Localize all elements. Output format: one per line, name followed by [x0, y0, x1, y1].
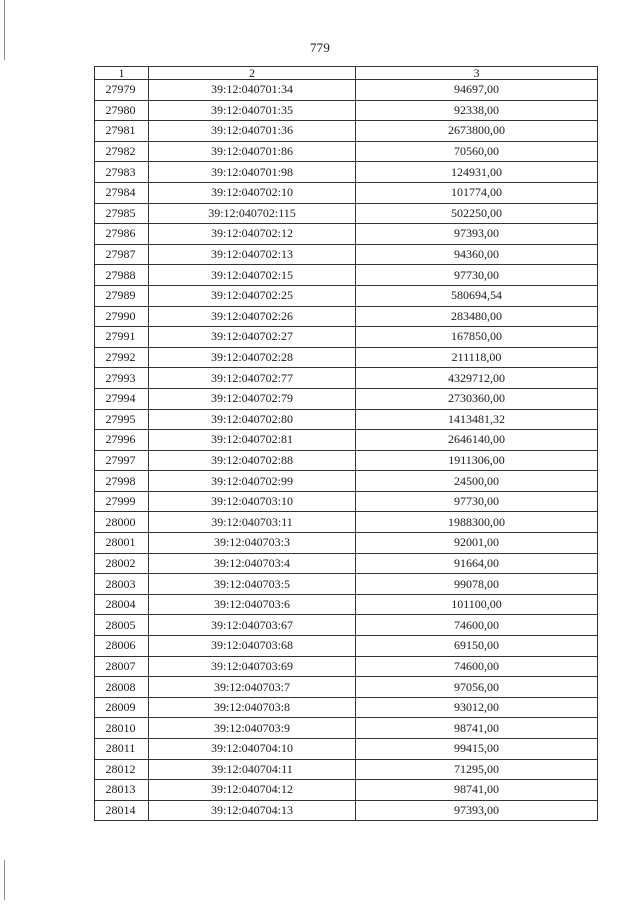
cadastral-number-cell: 39:12:040704:13 [149, 800, 356, 821]
table-row [95, 491, 598, 512]
table-row [95, 327, 598, 348]
row-number-cell: 27993 [95, 368, 149, 389]
row-number-cell: 27987 [95, 244, 149, 265]
row-number-cell: 27990 [95, 306, 149, 327]
cadastral-number-cell: 39:12:040703:3 [149, 533, 356, 554]
cadastral-number-cell: 39:12:040703:7 [149, 677, 356, 698]
cadastral-number-cell: 39:12:040702:115 [149, 203, 356, 224]
table-row [95, 141, 598, 162]
row-number-cell: 28005 [95, 615, 149, 636]
value-cell: 1988300,00 [356, 512, 598, 533]
value-cell: 93012,00 [356, 697, 598, 718]
data-table [94, 66, 598, 821]
table-row [95, 450, 598, 471]
cadastral-number-cell: 39:12:040702:79 [149, 388, 356, 409]
value-cell: 101774,00 [356, 182, 598, 203]
row-number-cell: 28013 [95, 780, 149, 801]
cadastral-number-cell: 39:12:040703:69 [149, 656, 356, 677]
value-cell: 283480,00 [356, 306, 598, 327]
table-row [95, 430, 598, 451]
table-header [95, 67, 598, 80]
table-row [95, 306, 598, 327]
table-row [95, 718, 598, 739]
row-number-cell: 28006 [95, 636, 149, 657]
value-cell: 97393,00 [356, 224, 598, 245]
table-row [95, 388, 598, 409]
cadastral-number-cell: 39:12:040703:8 [149, 697, 356, 718]
cadastral-number-cell: 39:12:040703:4 [149, 553, 356, 574]
value-cell: 97056,00 [356, 677, 598, 698]
cadastral-number-cell: 39:12:040703:6 [149, 594, 356, 615]
value-cell: 92001,00 [356, 533, 598, 554]
column-header-3: 3 [356, 67, 598, 80]
row-number-cell: 28004 [95, 594, 149, 615]
table-row [95, 121, 598, 142]
row-number-cell: 27992 [95, 347, 149, 368]
scan-margin-mark [4, 860, 5, 900]
table-row [95, 800, 598, 821]
value-cell: 124931,00 [356, 162, 598, 183]
cadastral-number-cell: 39:12:040703:68 [149, 636, 356, 657]
value-cell: 70560,00 [356, 141, 598, 162]
row-number-cell: 28009 [95, 697, 149, 718]
cadastral-number-cell: 39:12:040701:35 [149, 100, 356, 121]
value-cell: 91664,00 [356, 553, 598, 574]
row-number-cell: 28007 [95, 656, 149, 677]
row-number-cell: 28008 [95, 677, 149, 698]
header-row [95, 67, 598, 80]
row-number-cell: 27986 [95, 224, 149, 245]
value-cell: 97393,00 [356, 800, 598, 821]
table-row [95, 285, 598, 306]
cadastral-number-cell: 39:12:040702:13 [149, 244, 356, 265]
value-cell: 92338,00 [356, 100, 598, 121]
row-number-cell: 27980 [95, 100, 149, 121]
cadastral-number-cell: 39:12:040702:10 [149, 182, 356, 203]
row-number-cell: 27999 [95, 491, 149, 512]
value-cell: 1413481,32 [356, 409, 598, 430]
row-number-cell: 28014 [95, 800, 149, 821]
cadastral-number-cell: 39:12:040702:80 [149, 409, 356, 430]
value-cell: 98741,00 [356, 780, 598, 801]
cadastral-number-cell: 39:12:040701:34 [149, 80, 356, 101]
value-cell: 211118,00 [356, 347, 598, 368]
table-row [95, 224, 598, 245]
value-cell: 97730,00 [356, 265, 598, 286]
table-row [95, 409, 598, 430]
value-cell: 502250,00 [356, 203, 598, 224]
table-row [95, 244, 598, 265]
table-row [95, 368, 598, 389]
table-row [95, 347, 598, 368]
cadastral-number-cell: 39:12:040702:77 [149, 368, 356, 389]
table-row [95, 739, 598, 760]
row-number-cell: 27979 [95, 80, 149, 101]
row-number-cell: 28003 [95, 574, 149, 595]
cadastral-number-cell: 39:12:040702:81 [149, 430, 356, 451]
cadastral-number-cell: 39:12:040703:10 [149, 491, 356, 512]
cadastral-number-cell: 39:12:040702:12 [149, 224, 356, 245]
row-number-cell: 27994 [95, 388, 149, 409]
table-row [95, 677, 598, 698]
table-row [95, 80, 598, 101]
table-row [95, 471, 598, 492]
table-row [95, 533, 598, 554]
value-cell: 74600,00 [356, 656, 598, 677]
table-body [95, 80, 598, 821]
row-number-cell: 27997 [95, 450, 149, 471]
row-number-cell: 28002 [95, 553, 149, 574]
cadastral-number-cell: 39:12:040704:10 [149, 739, 356, 760]
cadastral-number-cell: 39:12:040702:99 [149, 471, 356, 492]
table-row [95, 574, 598, 595]
table-row [95, 780, 598, 801]
value-cell: 94360,00 [356, 244, 598, 265]
cadastral-number-cell: 39:12:040702:15 [149, 265, 356, 286]
value-cell: 1911306,00 [356, 450, 598, 471]
cadastral-number-cell: 39:12:040703:9 [149, 718, 356, 739]
row-number-cell: 27995 [95, 409, 149, 430]
table-row [95, 203, 598, 224]
value-cell: 99415,00 [356, 739, 598, 760]
table-row [95, 265, 598, 286]
table-row [95, 759, 598, 780]
value-cell: 4329712,00 [356, 368, 598, 389]
row-number-cell: 27996 [95, 430, 149, 451]
row-number-cell: 28010 [95, 718, 149, 739]
cadastral-number-cell: 39:12:040704:11 [149, 759, 356, 780]
cadastral-number-cell: 39:12:040701:98 [149, 162, 356, 183]
cadastral-number-cell: 39:12:040703:67 [149, 615, 356, 636]
table-row [95, 594, 598, 615]
cadastral-number-cell: 39:12:040701:86 [149, 141, 356, 162]
row-number-cell: 27981 [95, 121, 149, 142]
row-number-cell: 27983 [95, 162, 149, 183]
value-cell: 101100,00 [356, 594, 598, 615]
table-row [95, 182, 598, 203]
cadastral-number-cell: 39:12:040702:27 [149, 327, 356, 348]
scan-margin-mark [4, 0, 5, 60]
cadastral-number-cell: 39:12:040703:5 [149, 574, 356, 595]
column-header-2: 2 [149, 67, 356, 80]
value-cell: 2673800,00 [356, 121, 598, 142]
value-cell: 94697,00 [356, 80, 598, 101]
cadastral-number-cell: 39:12:040704:12 [149, 780, 356, 801]
row-number-cell: 27989 [95, 285, 149, 306]
table-row [95, 656, 598, 677]
cadastral-number-cell: 39:12:040701:36 [149, 121, 356, 142]
value-cell: 69150,00 [356, 636, 598, 657]
value-cell: 74600,00 [356, 615, 598, 636]
value-cell: 2646140,00 [356, 430, 598, 451]
table-row [95, 636, 598, 657]
page-number: 779 [309, 40, 331, 55]
cadastral-number-cell: 39:12:040702:88 [149, 450, 356, 471]
table-row [95, 615, 598, 636]
value-cell: 24500,00 [356, 471, 598, 492]
table-row [95, 553, 598, 574]
cadastral-number-cell: 39:12:040703:11 [149, 512, 356, 533]
cadastral-number-cell: 39:12:040702:26 [149, 306, 356, 327]
value-cell: 98741,00 [356, 718, 598, 739]
row-number-cell: 27988 [95, 265, 149, 286]
table-row [95, 162, 598, 183]
row-number-cell: 28001 [95, 533, 149, 554]
cadastral-number-cell: 39:12:040702:25 [149, 285, 356, 306]
row-number-cell: 28000 [95, 512, 149, 533]
row-number-cell: 27984 [95, 182, 149, 203]
table-row [95, 697, 598, 718]
value-cell: 167850,00 [356, 327, 598, 348]
row-number-cell: 27991 [95, 327, 149, 348]
value-cell: 71295,00 [356, 759, 598, 780]
cadastral-number-cell: 39:12:040702:28 [149, 347, 356, 368]
value-cell: 99078,00 [356, 574, 598, 595]
value-cell: 97730,00 [356, 491, 598, 512]
value-cell: 580694,54 [356, 285, 598, 306]
row-number-cell: 27985 [95, 203, 149, 224]
row-number-cell: 28011 [95, 739, 149, 760]
table-row [95, 100, 598, 121]
value-cell: 2730360,00 [356, 388, 598, 409]
row-number-cell: 27998 [95, 471, 149, 492]
row-number-cell: 28012 [95, 759, 149, 780]
column-header-1: 1 [95, 67, 149, 80]
table-row [95, 512, 598, 533]
row-number-cell: 27982 [95, 141, 149, 162]
